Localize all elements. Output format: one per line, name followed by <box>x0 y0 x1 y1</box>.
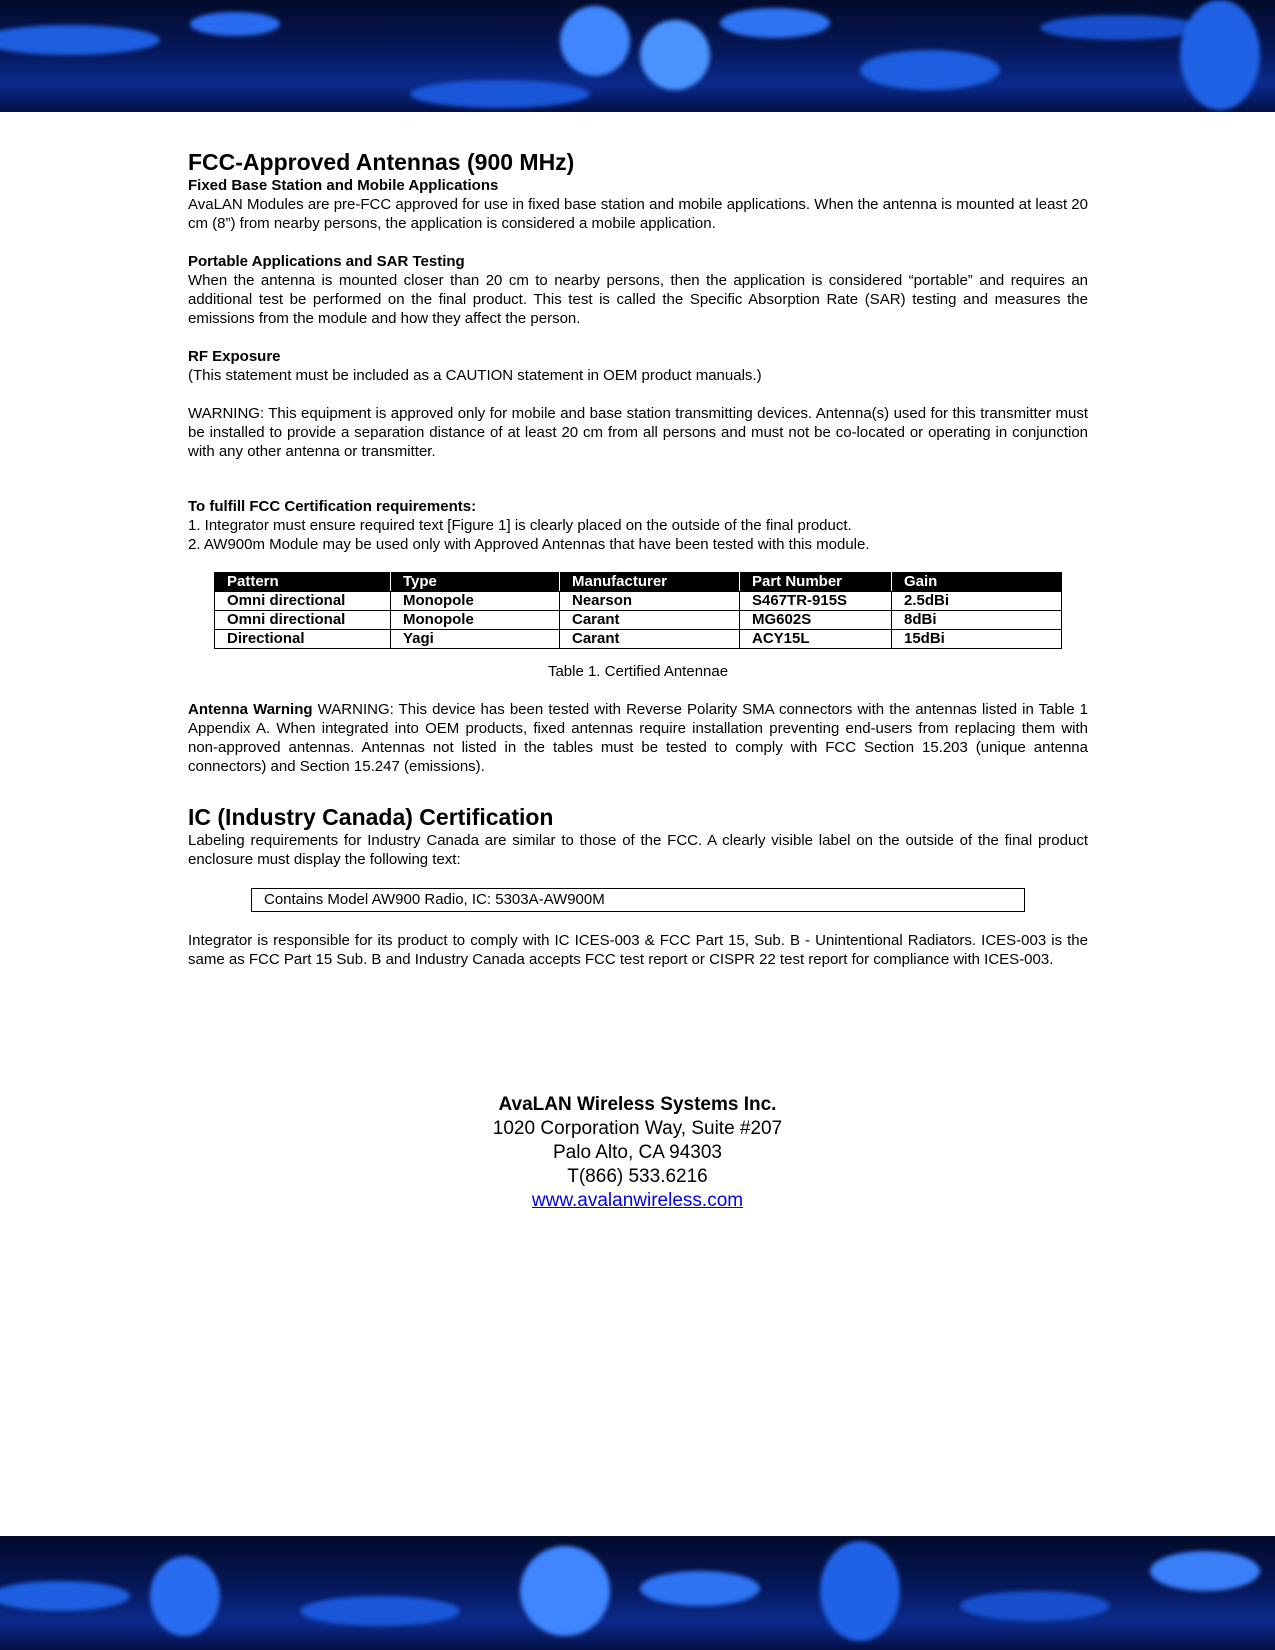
column-header: Manufacturer <box>560 573 740 592</box>
website-link[interactable]: www.avalanwireless.com <box>531 1190 744 1211</box>
column-header: Part Number <box>740 573 892 592</box>
rf-title: RF Exposure <box>188 348 281 365</box>
portable-title: Portable Applications and SAR Testing <box>188 253 465 270</box>
column-header: Gain <box>892 573 1062 592</box>
table-cell: S467TR-915S <box>740 592 892 611</box>
company-footer <box>0 1093 1275 1213</box>
table-row <box>215 611 1062 630</box>
fulfill-item-1: 1. Integrator must ensure required text [Figure 1] is clearly placed on the outside of the final product. <box>188 517 852 534</box>
table-cell: 8dBi <box>892 611 1062 630</box>
table-row <box>215 630 1062 649</box>
antenna-table <box>214 572 1062 649</box>
table-caption: Table 1. Certified Antennae <box>547 663 729 680</box>
portable-body: When the antenna is mounted closer than 20 cm to nearby persons, then the application is considered “portable” and requires an additional test be performed on the final product. This test is called the Specific Absorption Rate (SAR) testing and measures the emissions from the module and how they affect the person. <box>188 272 1088 327</box>
phone: T(866) 533.6216 <box>567 1166 708 1187</box>
table-cell: MG602S <box>740 611 892 630</box>
ic-label-box: Contains Model AW900 Radio, IC: 5303A-AW900M <box>251 888 1025 912</box>
table-cell: Carant <box>560 611 740 630</box>
table-header-row <box>215 573 1062 592</box>
column-header: Type <box>391 573 560 592</box>
ic-integrator: Integrator is responsible for its product to comply with IC ICES-003 & FCC Part 15, Sub. B - Unintentional Radiators. ICES-003 is the same as FCC Part 15 Sub. B and Industry Canada accepts FCC test report or CISPR 22 test report for compliance with ICES-003. <box>188 932 1088 968</box>
address-line-2: Palo Alto, CA 94303 <box>552 1142 722 1163</box>
table-cell: Nearson <box>560 592 740 611</box>
antenna-warning <box>188 700 1088 776</box>
company-name: AvaLAN Wireless Systems Inc. <box>498 1094 777 1115</box>
table-cell: 2.5dBi <box>892 592 1062 611</box>
antenna-warning-label: Antenna Warning <box>188 701 313 718</box>
fulfill-title: To fulfill FCC Certification requirements: <box>188 498 477 515</box>
table-row <box>215 592 1062 611</box>
fulfill-item-2: 2. AW900m Module may be used only with Approved Antennas that have been tested with this module. <box>188 536 870 553</box>
table-cell: Omni directional <box>215 611 391 630</box>
header-banner <box>0 0 1275 112</box>
table-cell: Yagi <box>391 630 560 649</box>
rf-note: (This statement must be included as a CAUTION statement in OEM product manuals.) <box>188 367 762 384</box>
table-cell: Omni directional <box>215 592 391 611</box>
fixed-title: Fixed Base Station and Mobile Applications <box>188 177 499 194</box>
document-body <box>188 148 1088 969</box>
column-header: Pattern <box>215 573 391 592</box>
table-cell: 15dBi <box>892 630 1062 649</box>
footer-banner <box>0 1536 1275 1650</box>
table-cell: Monopole <box>391 592 560 611</box>
fcc-heading: FCC-Approved Antennas (900 MHz) <box>188 149 575 175</box>
fixed-body: AvaLAN Modules are pre-FCC approved for use in fixed base station and mobile applications. When the antenna is mounted at least 20 cm (8”) from nearby persons, the application is considered a mobile application. <box>188 196 1088 232</box>
ic-body: Labeling requirements for Industry Canada are similar to those of the FCC. A clearly visible label on the outside of the final product enclosure must display the following text: <box>188 832 1088 868</box>
table-cell: Monopole <box>391 611 560 630</box>
antenna-warning-text: WARNING: This device has been tested with Reverse Polarity SMA connectors with the antennas listed in Table 1 Appendix A. When integrated into OEM products, fixed antennas require installation preventing end-users from replacing them with non-approved antennas. Antennas not listed in the tables must be tested to comply with FCC Section 15.203 (unique antenna connectors) and Section 15.247 (emissions). <box>188 701 1089 775</box>
address-line-1: 1020 Corporation Way, Suite #207 <box>492 1118 783 1139</box>
rf-warning: WARNING: This equipment is approved only for mobile and base station transmitting devices. Antenna(s) used for this transmitter must be installed to provide a separation distance of at least 20 cm from all persons and must not be co-located or operating in conjunction with any other antenna or transmitter. <box>188 405 1088 460</box>
ic-heading: IC (Industry Canada) Certification <box>188 804 554 830</box>
table-cell: Directional <box>215 630 391 649</box>
table-cell: ACY15L <box>740 630 892 649</box>
table-cell: Carant <box>560 630 740 649</box>
